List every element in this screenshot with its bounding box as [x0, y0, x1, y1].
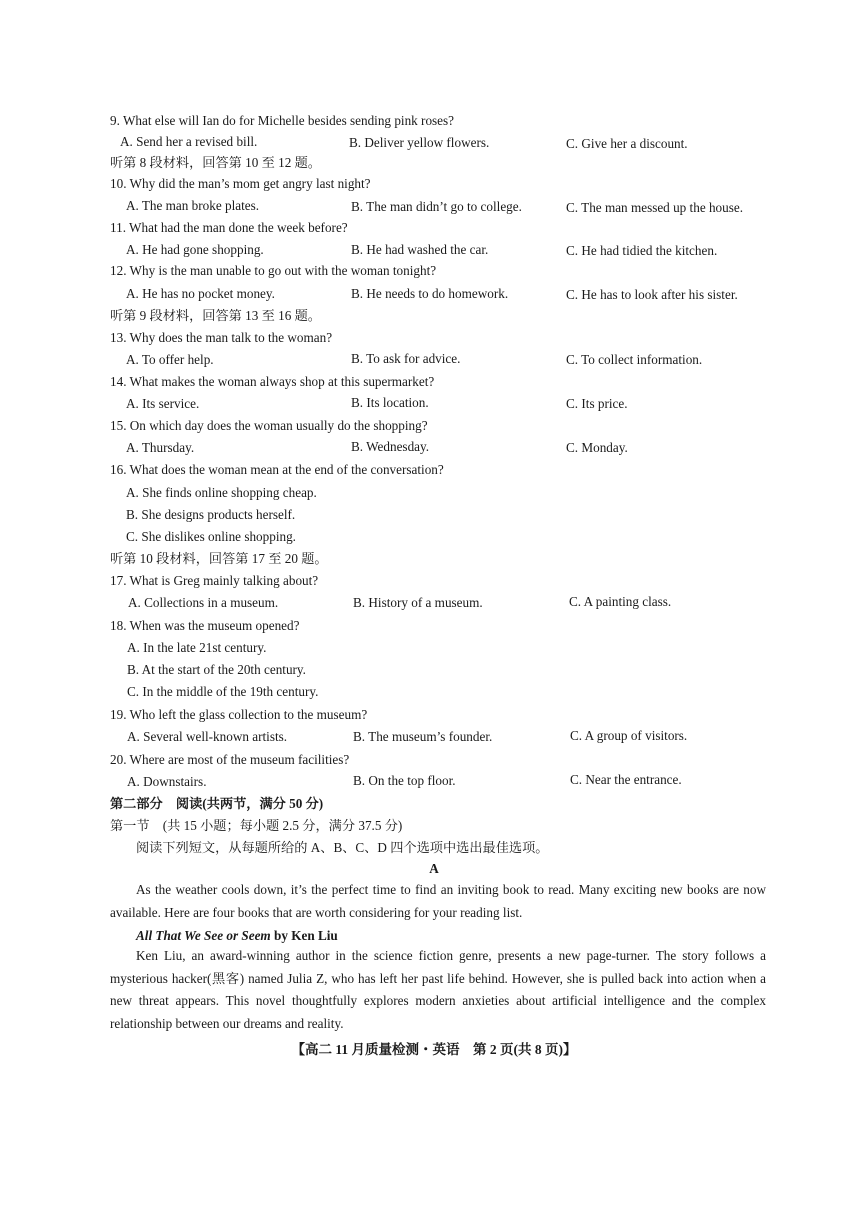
option-b: B. Deliver yellow flowers.: [349, 135, 490, 150]
option-b: B. He needs to do homework.: [351, 286, 509, 301]
option-c: C. Give her a discount.: [566, 136, 688, 151]
option-b: B. He had washed the car.: [351, 242, 489, 257]
option-b: B. At the start of the 20th century.: [127, 662, 306, 677]
book-author: by Ken Liu: [270, 928, 338, 943]
option-b: B. On the top floor.: [353, 773, 456, 788]
page-footer: 【高二 11 月质量检测・英语 第 2 页(共 8 页)】: [291, 1042, 577, 1057]
option-a: A. Thursday.: [126, 440, 195, 455]
option-a: A. To offer help.: [126, 352, 214, 367]
option-b: B. To ask for advice.: [351, 351, 461, 366]
question-14: 14. What makes the woman always shop at this supermarket?: [110, 374, 435, 389]
option-a: A. He has no pocket money.: [126, 286, 275, 301]
reading-instruction: 阅读下列短文，从每题所给的 A、B、C、D 四个选项中选出最佳选项。: [136, 840, 549, 855]
option-a: A. Several well-known artists.: [127, 729, 288, 744]
book-description-text: Ken Liu, an award-winning author in the science fiction genre, presents a new page-turner. The story follows a mysterious hacker(黑客) named Julia Z, who has left her past life behind. However, she is pulled back into action when a new threat appears. This novel thoughtfully explores modern anxieties about artificial intelligence and the complex relationship between our dreams and reality.: [110, 948, 766, 1031]
question-19: 19. Who left the glass collection to the museum?: [110, 707, 368, 722]
option-c: C. The man messed up the house.: [566, 200, 744, 215]
book-description: [110, 945, 766, 1035]
option-c: C. He had tidied the kitchen.: [566, 243, 718, 258]
question-10: 10. Why did the man’s mom get angry last night?: [110, 176, 371, 191]
option-c: C. He has to look after his sister.: [566, 287, 738, 302]
option-b: B. History of a museum.: [353, 595, 483, 610]
question-9: 9. What else will Ian do for Michelle besides sending pink roses?: [110, 113, 455, 128]
section-heading: 第一节 (共 15 小题；每小题 2.5 分，满分 37.5 分): [110, 818, 403, 833]
question-18: 18. When was the museum opened?: [110, 618, 300, 633]
option-a: A. He had gone shopping.: [126, 242, 264, 257]
section-instruction: 听第 10 段材料，回答第 17 至 20 题。: [110, 551, 328, 566]
section-instruction: 听第 8 段材料，回答第 10 至 12 题。: [110, 155, 321, 170]
question-16: 16. What does the woman mean at the end of the conversation?: [110, 462, 444, 477]
question-13: 13. Why does the man talk to the woman?: [110, 330, 333, 345]
option-a: A. In the late 21st century.: [127, 640, 267, 655]
book-heading: [136, 929, 338, 942]
option-a: A. Downstairs.: [127, 774, 207, 789]
passage-letter: A: [429, 861, 439, 876]
question-12: 12. Why is the man unable to go out with the woman tonight?: [110, 263, 437, 278]
option-c: C. Its price.: [566, 396, 628, 411]
question-17: 17. What is Greg mainly talking about?: [110, 573, 319, 588]
part-heading: 第二部分 阅读(共两节，满分 50 分): [110, 796, 324, 811]
book-title: All That We See or Seem: [136, 928, 271, 943]
option-b: B. The museum’s founder.: [353, 729, 493, 744]
option-c: C. A painting class.: [569, 594, 672, 609]
section-instruction: 听第 9 段材料，回答第 13 至 16 题。: [110, 308, 321, 323]
option-c: C. In the middle of the 19th century.: [127, 684, 319, 699]
option-a: A. Collections in a museum.: [128, 595, 279, 610]
question-11: 11. What had the man done the week before?: [110, 220, 348, 235]
option-c: C. Near the entrance.: [570, 772, 682, 787]
option-c: C. A group of visitors.: [570, 728, 688, 743]
passage-intro-text: As the weather cools down, it’s the perfect time to find an inviting book to read. Many exciting new books are now available. Here are four books that are worth considering for your reading list.: [110, 882, 766, 920]
option-c: C. Monday.: [566, 440, 628, 455]
option-b: B. Wednesday.: [351, 439, 430, 454]
option-a: A. Its service.: [126, 396, 200, 411]
option-a: A. The man broke plates.: [126, 198, 260, 213]
option-a: A. Send her a revised bill.: [120, 134, 258, 149]
option-c: C. She dislikes online shopping.: [126, 529, 296, 544]
option-b: B. The man didn’t go to college.: [351, 199, 522, 214]
option-c: C. To collect information.: [566, 352, 703, 367]
passage-intro: [110, 879, 766, 924]
option-b: B. She designs products herself.: [126, 507, 296, 522]
option-a: A. She finds online shopping cheap.: [126, 485, 317, 500]
question-20: 20. Where are most of the museum facilities?: [110, 752, 350, 767]
question-15: 15. On which day does the woman usually do the shopping?: [110, 418, 428, 433]
option-b: B. Its location.: [351, 395, 429, 410]
